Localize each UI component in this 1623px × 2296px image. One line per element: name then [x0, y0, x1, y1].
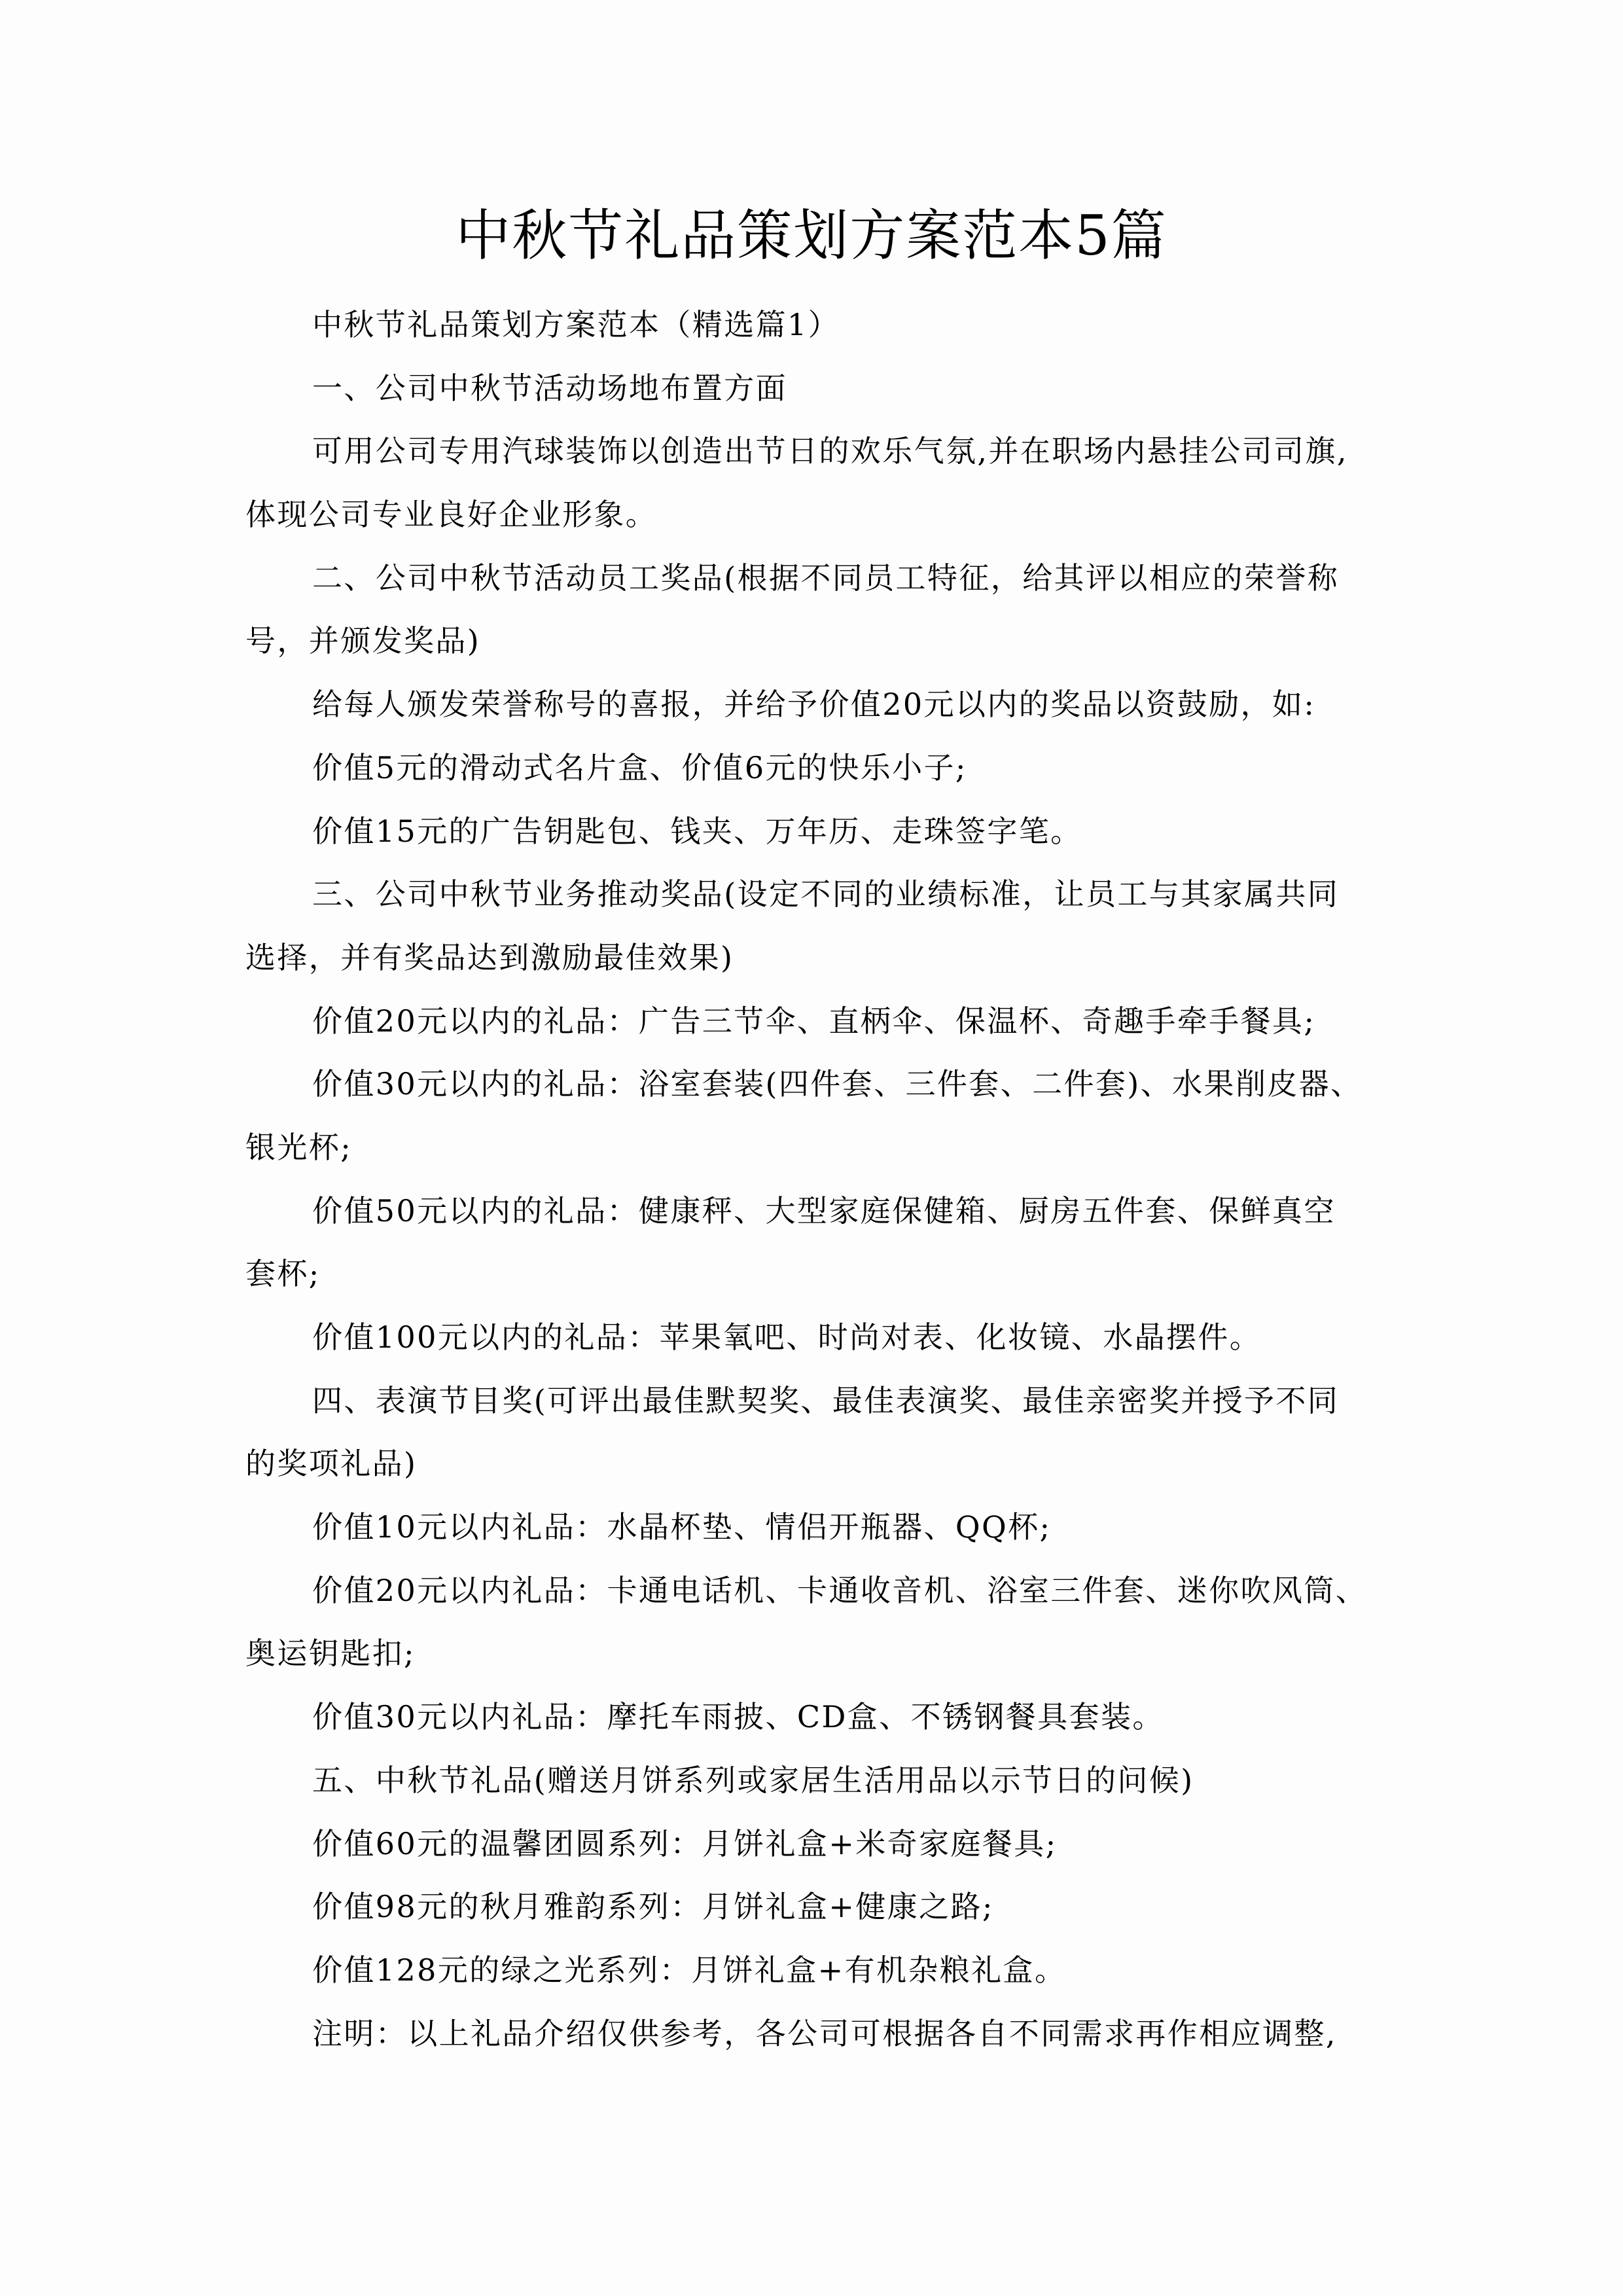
list-item: 价值60元的温馨团圆系列：月饼礼盒+米奇家庭餐具;: [312, 1825, 1058, 1861]
section-heading-3-cont: 选择，并有奖品达到激励最佳效果): [245, 939, 734, 975]
section-heading-2: 二、公司中秋节活动员工奖品(根据不同员工特征，给其评以相应的荣誉称: [312, 560, 1340, 596]
subtitle-line: 中秋节礼品策划方案范本（精选篇1）: [312, 307, 840, 342]
list-item: 价值20元以内礼品：卡通电话机、卡通收音机、浴室三件套、迷你吹风筒、: [312, 1572, 1368, 1608]
section-heading-1: 一、公司中秋节活动场地布置方面: [312, 370, 787, 406]
note-line: 注明：以上礼品介绍仅供参考，各公司可根据各自不同需求再作相应调整,: [312, 2015, 1337, 2051]
paragraph-line: 体现公司专业良好企业形象。: [245, 497, 658, 533]
list-item: 价值15元的广告钥匙包、钱夹、万年历、走珠签字笔。: [312, 813, 1082, 849]
list-item: 价值30元以内的礼品：浴室套装(四件套、三件套、二件套)、水果削皮器、: [312, 1066, 1363, 1102]
list-item: 价值128元的绿之光系列：月饼礼盒+有机杂粮礼盒。: [312, 1952, 1067, 1988]
list-item: 价值98元的秋月雅韵系列：月饼礼盒+健康之路;: [312, 1889, 994, 1925]
list-item: 价值10元以内礼品：水晶杯垫、情侣开瓶器、QQ杯;: [312, 1509, 1052, 1545]
section-heading-4: 四、表演节目奖(可评出最佳默契奖、最佳表演奖、最佳亲密奖并授予不同: [312, 1382, 1340, 1418]
paragraph-line: 给每人颁发荣誉称号的喜报，并给予价值20元以内的奖品以资鼓励，如:: [312, 687, 1316, 723]
document-title: 中秋节礼品策划方案范本5篇: [455, 204, 1168, 268]
document-body: [245, 293, 1387, 2065]
paragraph-line: 可用公司专用汽球装饰以创造出节日的欢乐气氛,并在职场内悬挂公司司旗,: [312, 433, 1348, 469]
list-item-cont: 银光杯;: [245, 1129, 353, 1165]
list-item: 价值5元的滑动式名片盒、价值6元的快乐小子;: [312, 749, 967, 785]
section-heading-5: 五、中秋节礼品(赠送月饼系列或家居生活用品以示节日的问候): [312, 1762, 1194, 1798]
list-item: 价值100元以内的礼品：苹果氧吧、时尚对表、化妆镜、水晶摆件。: [312, 1319, 1262, 1355]
list-item: 价值50元以内的礼品：健康秤、大型家庭保健箱、厨房五件套、保鲜真空: [312, 1193, 1336, 1229]
list-item-cont: 套杯;: [245, 1256, 321, 1292]
section-heading-2-cont: 号，并颁发奖品): [245, 623, 481, 659]
list-item-cont: 奥运钥匙扣;: [245, 1636, 416, 1672]
list-item: 价值30元以内礼品：摩托车雨披、CD盒、不锈钢餐具套装。: [312, 1699, 1164, 1735]
list-item: 价值20元以内的礼品：广告三节伞、直柄伞、保温杯、奇趣手牵手餐具;: [312, 1003, 1316, 1039]
section-heading-4-cont: 的奖项礼品): [245, 1446, 418, 1482]
section-heading-3: 三、公司中秋节业务推动奖品(设定不同的业绩标准，让员工与其家属共同: [312, 876, 1340, 912]
